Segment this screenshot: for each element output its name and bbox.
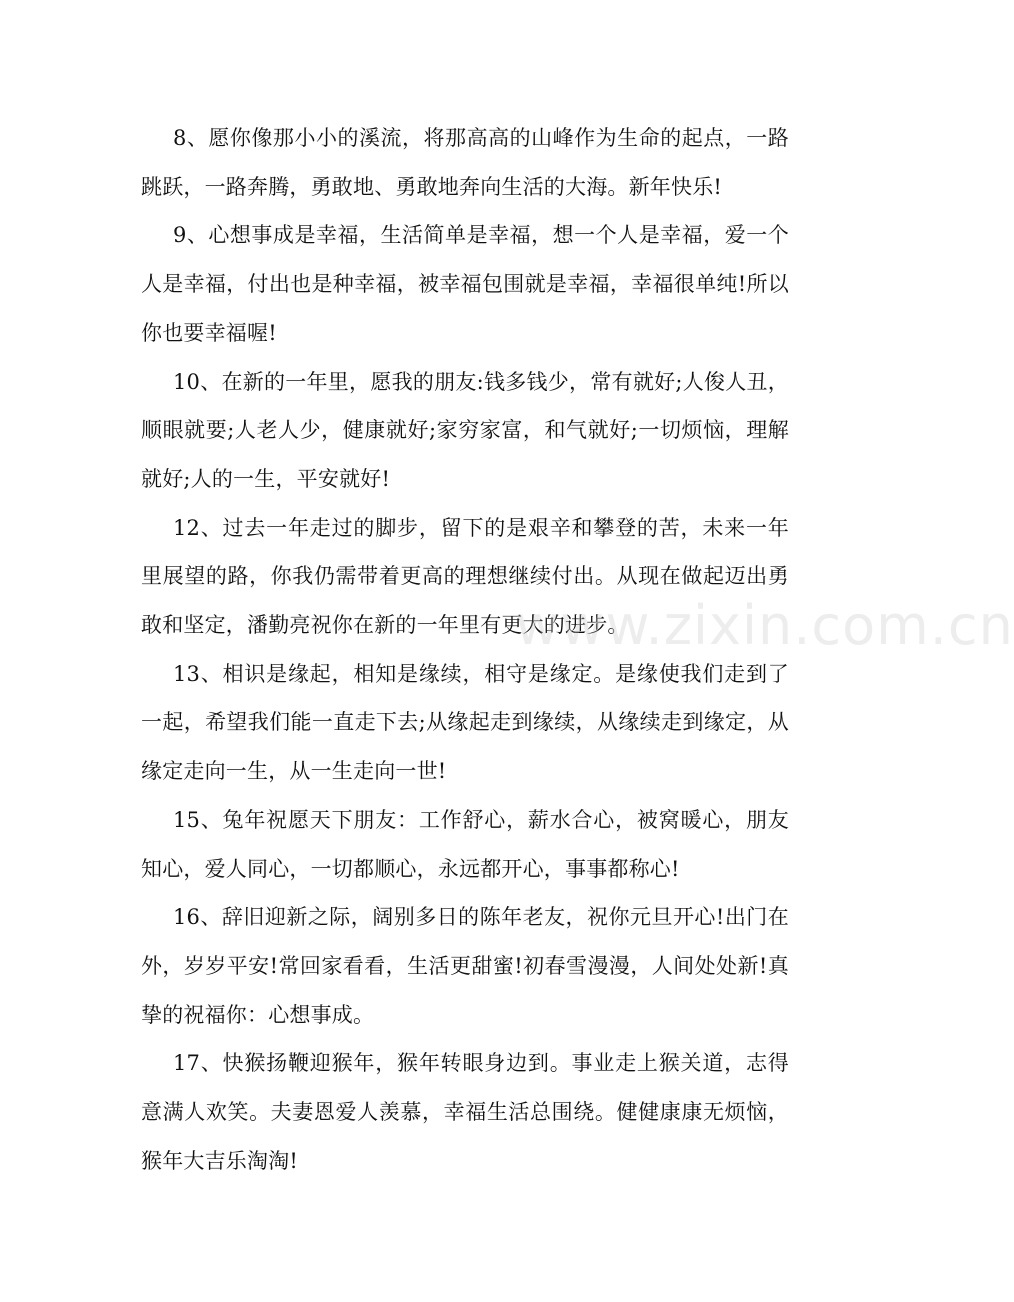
paragraph-17: 17、快猴扬鞭迎猴年，猴年转眼身边到。事业走上猴关道，志得意满人欢笑。夫妻恩爱人羡慕，幸福生活总围绕。健健康康无烦恼，猴年大吉乐淘淘! [141, 1051, 789, 1173]
document-body [141, 114, 789, 1185]
paragraph-9: 9、心想事成是幸福，生活简单是幸福，想一个人是幸福，爱一个人是幸福，付出也是种幸福，被幸福包围就是幸福，幸福很单纯!所以你也要幸福喔! [141, 223, 789, 345]
paragraph-15: 15、兔年祝愿天下朋友：工作舒心，薪水合心，被窝暖心，朋友知心，爱人同心，一切都顺心，永远都开心，事事都称心! [141, 807, 789, 881]
paragraph-13: 13、相识是缘起，相知是缘续，相守是缘定。是缘使我们走到了一起，希望我们能一直走下去;从缘起走到缘续，从缘续走到缘定，从缘定走向一生，从一生走向一世! [141, 661, 789, 784]
paragraph-12: 12、过去一年走过的脚步，留下的是艰辛和攀登的苦，未来一年里展望的路，你我仍需带着更高的理想继续付出。从现在做起迈出勇敢和坚定，潘勤亮祝你在新的一年里有更大的进步。 [141, 515, 789, 638]
paragraph-8: 8、愿你像那小小的溪流，将那高高的山峰作为生命的起点，一路跳跃，一路奔腾，勇敢地、勇敢地奔向生活的大海。新年快乐! [141, 126, 789, 199]
paragraph-16: 16、辞旧迎新之际，阔别多日的陈年老友，祝你元旦开心!出门在外，岁岁平安!常回家看看，生活更甜蜜!初春雪漫漫，人间处处新!真挚的祝福你：心想事成。 [141, 905, 789, 1027]
watermark: www.zixin.com.cn [515, 594, 1014, 657]
paragraph-10: 10、在新的一年里，愿我的朋友:钱多钱少，常有就好;人俊人丑，顺眼就要;人老人少，健康就好;家穷家富，和气就好;一切烦恼，理解就好;人的一生，平安就好! [141, 369, 789, 491]
